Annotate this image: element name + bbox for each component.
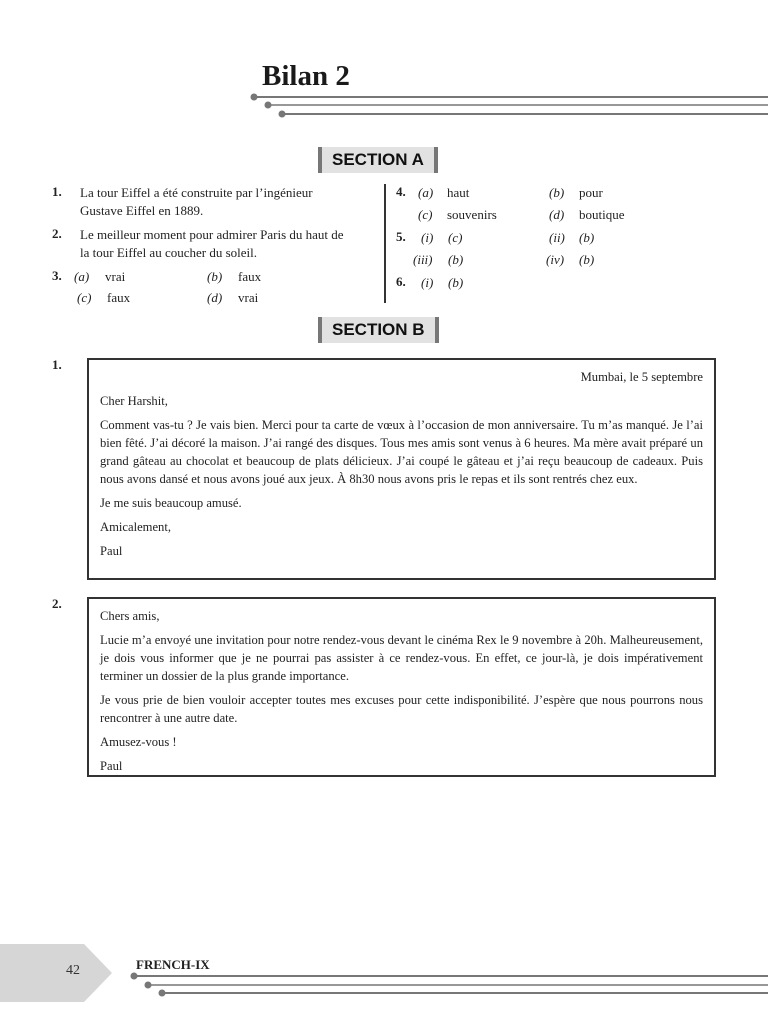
q4-c-value: souvenirs (447, 207, 497, 222)
letter2-number: 2. (52, 596, 62, 611)
q2-line1: Le meilleur moment pour admirer Paris du haut de (80, 227, 344, 242)
letter2-signature: Paul (100, 759, 123, 773)
q3-c-label: (c) (77, 290, 92, 305)
q6-number: 6. (396, 274, 406, 289)
q3-a-label: (a) (74, 269, 90, 284)
page-title: Bilan 2 (262, 60, 350, 92)
q3-a-value: vrai (105, 269, 126, 284)
q5-iii-value: (b) (448, 252, 464, 267)
letter1-body: Comment vas-tu ? Je vais bien. Merci pour ta carte de vœux à l’occasion de mon anniversaire. Tu m’as manqué. Je l’ai bien fêté. J’ai décoré la maison. J’ai rangé des disques. Tous mes amis sont venus à 6 heures. Ma mère avait préparé un grand gâteau au chocolat et beaucoup de plats délicieux. J’ai coupé le gâteau et j’ai reçu beaucoup de cadeaux. Puis nous avons dansé et nous avons joué aux jeux. À 8h30 nous avons pris le repas et ils sont rentrés chez eux. (100, 418, 703, 486)
q3-number: 3. (52, 268, 62, 283)
q3-d-label: (d) (207, 290, 223, 305)
q4-number: 4. (396, 184, 406, 199)
letter1-greeting: Cher Harshit, (100, 394, 168, 408)
q5-iv-value: (b) (579, 252, 595, 267)
q4-b-label: (b) (549, 185, 565, 200)
q6-i-label: (i) (421, 275, 434, 290)
q1-line2: Gustave Eiffel en 1889. (80, 203, 204, 218)
q5-number: 5. (396, 229, 406, 244)
q5-iii-label: (iii) (413, 252, 433, 267)
page-number-tab (0, 942, 115, 1004)
q6-i-value: (b) (448, 275, 464, 290)
q2-line2: la tour Eiffel au coucher du soleil. (80, 245, 258, 260)
q5-i-label: (i) (421, 230, 434, 245)
q4-a-value: haut (447, 185, 470, 200)
q4-d-label: (d) (549, 207, 565, 222)
page-number: 42 (66, 963, 80, 978)
letter2-body: Lucie m’a envoyé une invitation pour notre rendez-vous devant le cinéma Rex le 9 novembre à 20h. Malheureusement, je dois vous informer que je ne pourrai pas assister à ce rendez-vous. En effet, ce jour-là, je dois impérativement terminer un dossier de la plus grande importance. (100, 633, 703, 683)
q3-d-value: vrai (238, 290, 259, 305)
section-a-heading: SECTION A (318, 147, 438, 173)
letter1-date: Mumbai, le 5 septembre (580, 370, 703, 384)
q5-ii-label: (ii) (549, 230, 565, 245)
letter2-greeting: Chers amis, (100, 609, 160, 623)
letter1-box (87, 358, 716, 580)
letter2-closing: Amusez-vous ! (100, 735, 177, 749)
q1-line1: La tour Eiffel a été construite par l’ingénieur (80, 185, 313, 200)
section-b-heading: SECTION B (318, 317, 439, 343)
footer-book-label: FRENCH-IX (136, 957, 210, 972)
letter2-box (87, 597, 716, 777)
q4-d-value: boutique (579, 207, 625, 222)
q5-i-value: (c) (448, 230, 463, 245)
letter1-closing: Amicalement, (100, 520, 171, 534)
q3-c-value: faux (107, 290, 131, 305)
q2-number: 2. (52, 226, 62, 241)
letter1-line2: Je me suis beaucoup amusé. (100, 496, 242, 510)
q3-b-label: (b) (207, 269, 223, 284)
q3-b-value: faux (238, 269, 262, 284)
letter1-number: 1. (52, 357, 62, 372)
column-divider (384, 184, 386, 303)
q4-b-value: pour (579, 185, 603, 200)
letter2-body2: Je vous prie de bien vouloir accepter toutes mes excuses pour cette indisponibilité. J’espère que nous pourrons nous rencontrer à une autre date. (100, 693, 703, 725)
q5-iv-label: (iv) (546, 252, 565, 267)
q5-ii-value: (b) (579, 230, 595, 245)
q1-number: 1. (52, 184, 62, 199)
letter1-signature: Paul (100, 544, 123, 558)
q4-a-label: (a) (418, 185, 434, 200)
q4-c-label: (c) (418, 207, 433, 222)
